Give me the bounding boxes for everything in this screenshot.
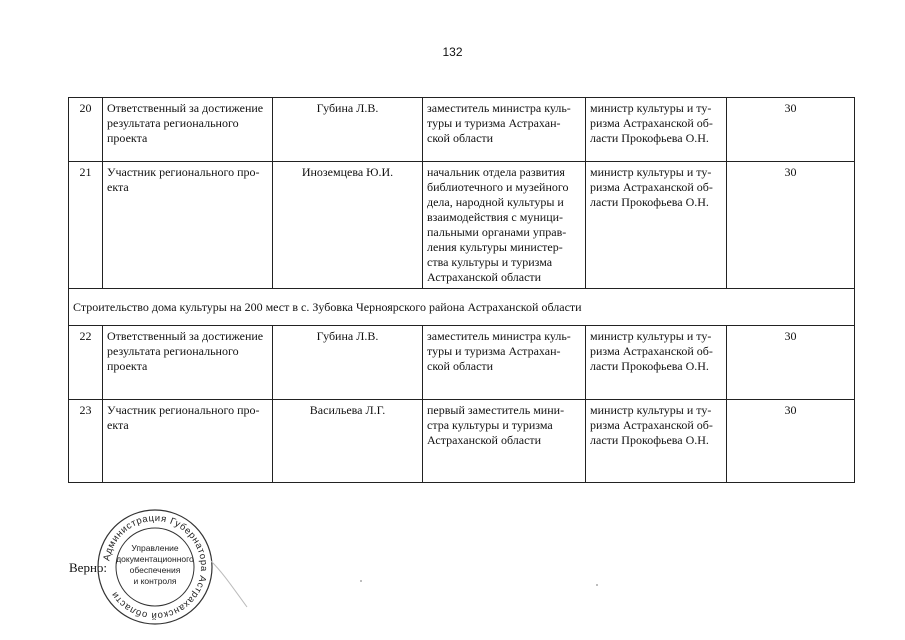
stamp-ring-text: Администрация Губернатора Астраханской области (101, 512, 210, 622)
role-cell: Ответственный за достижение результата регионального проекта (103, 326, 273, 400)
row-number: 21 (69, 162, 103, 289)
stamp-center-line: обеспечения (129, 565, 181, 575)
table-row (69, 326, 855, 400)
scan-speck (360, 580, 362, 582)
signature-mark (205, 555, 255, 615)
value-cell: 30 (727, 400, 855, 483)
official-stamp (94, 506, 216, 628)
position-cell: начальник отдела развития библиотечного и музейного дела, народной культуры и взаимодействия с муници- пальными органами управ- ления культуры министер- ства культуры и туризма Астраханской области (423, 162, 586, 289)
position-cell: заместитель министра куль- туры и туризма Астрахан- ской области (423, 98, 586, 162)
section-row (69, 289, 855, 326)
role-cell: Участник регионального про- екта (103, 162, 273, 289)
supervisor-cell: министр культуры и ту- ризма Астраханской об- ласти Прокофьева О.Н. (586, 400, 727, 483)
row-number: 20 (69, 98, 103, 162)
value-cell: 30 (727, 326, 855, 400)
stamp-center-line: Управление (131, 543, 179, 553)
verno-label: Верно: (69, 560, 108, 575)
person-cell: Иноземцева Ю.И. (273, 162, 423, 289)
role-cell: Ответственный за достижение результата регионального проекта (103, 98, 273, 162)
responsibility-table (68, 97, 855, 483)
section-heading: Строительство дома культуры на 200 мест в с. Зубовка Черноярского района Астраханской области (69, 289, 855, 326)
table-row (69, 162, 855, 289)
role-cell: Участник регионального про- екта (103, 400, 273, 483)
position-cell: заместитель министра куль- туры и туризма Астрахан- ской области (423, 326, 586, 400)
person-cell: Губина Л.В. (273, 326, 423, 400)
stamp-center-line: и контроля (133, 576, 177, 586)
page-number: 132 (442, 45, 463, 59)
value-cell: 30 (727, 162, 855, 289)
supervisor-cell: министр культуры и ту- ризма Астраханской об- ласти Прокофьева О.Н. (586, 162, 727, 289)
supervisor-cell: министр культуры и ту- ризма Астраханской об- ласти Прокофьева О.Н. (586, 326, 727, 400)
table-row (69, 98, 855, 162)
person-cell: Губина Л.В. (273, 98, 423, 162)
scan-speck (596, 584, 598, 586)
stamp-center-line: документационного (116, 554, 194, 564)
supervisor-cell: министр культуры и ту- ризма Астраханской об- ласти Прокофьева О.Н. (586, 98, 727, 162)
row-number: 23 (69, 400, 103, 483)
position-cell: первый заместитель мини- стра культуры и туризма Астраханской области (423, 400, 586, 483)
person-cell: Васильева Л.Г. (273, 400, 423, 483)
table-row (69, 400, 855, 483)
value-cell: 30 (727, 98, 855, 162)
row-number: 22 (69, 326, 103, 400)
